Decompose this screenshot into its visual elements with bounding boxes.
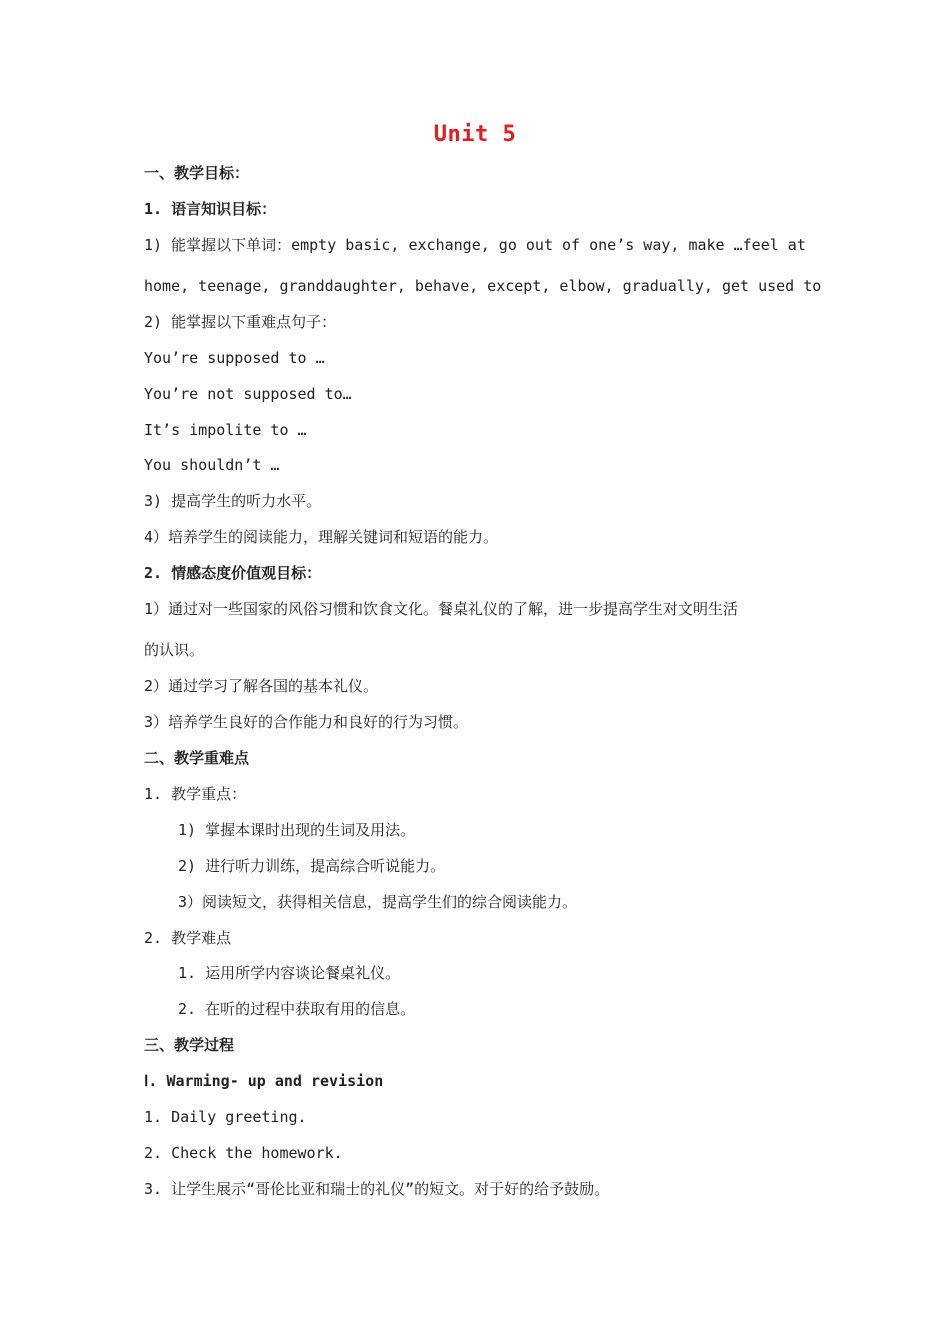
subheading-language-knowledge: 1. 语言知识目标： [144,200,277,218]
subheading-teaching-difficulty: 2. 教学难点 [144,929,232,947]
emotional-goal-1-line-1: 1）通过对一些国家的风俗习惯和饮食文化。餐桌礼仪的了解，进一步提高学生对文明生活 [144,600,739,618]
focus-item-3: 3）阅读短文，获得相关信息，提高学生们的综合阅读能力。 [178,893,578,911]
difficulty-item-1: 1. 运用所学内容谈论餐桌礼仪。 [178,964,401,982]
focus-item-2: 2) 进行听力训练，提高综合听说能力。 [178,857,446,875]
vocabulary-line-1: 1) 能掌握以下单词：empty basic, exchange, go out of one’s way, make …feel at [144,236,806,254]
step-heading-warming-up: Ⅰ. Warming- up and revision [144,1072,384,1090]
emotional-goal-3: 3）培养学生良好的合作能力和良好的行为习惯。 [144,713,469,731]
section-heading-objectives: 一、教学目标： [144,164,250,182]
step-item-present-essay: 3. 让学生展示“哥伦比亚和瑞士的礼仪”的短文。对于好的给予鼓励。 [144,1180,610,1198]
objective-reading: 4）培养学生的阅读能力，理解关键词和短语的能力。 [144,528,499,546]
section-heading-key-points: 二、教学重难点 [144,749,250,767]
step-item-daily-greeting: 1. Daily greeting. [144,1108,307,1126]
focus-item-1: 1) 掌握本课时出现的生词及用法。 [178,821,416,839]
step-item-check-homework: 2. Check the homework. [144,1144,343,1162]
key-sentence: You shouldn’t … [144,456,280,474]
subheading-teaching-focus: 1. 教学重点： [144,785,247,803]
section-heading-teaching-process: 三、教学过程 [144,1036,235,1054]
key-sentence: You’re not supposed to… [144,385,352,403]
vocabulary-line-2: home, teenage, granddaughter, behave, except, elbow, gradually, get used to [144,277,822,295]
key-sentences-heading: 2) 能掌握以下重难点句子： [144,313,337,331]
emotional-goal-2: 2）通过学习了解各国的基本礼仪。 [144,677,379,695]
document-title: Unit 5 [433,122,517,147]
difficulty-item-2: 2. 在听的过程中获取有用的信息。 [178,1000,416,1018]
key-sentence: You’re supposed to … [144,349,325,367]
emotional-goal-1-line-2: 的认识。 [144,641,205,659]
objective-listening: 3) 提高学生的听力水平。 [144,492,322,510]
key-sentence: It’s impolite to … [144,421,307,439]
subheading-emotional-goals: 2. 情感态度价值观目标： [144,564,322,582]
